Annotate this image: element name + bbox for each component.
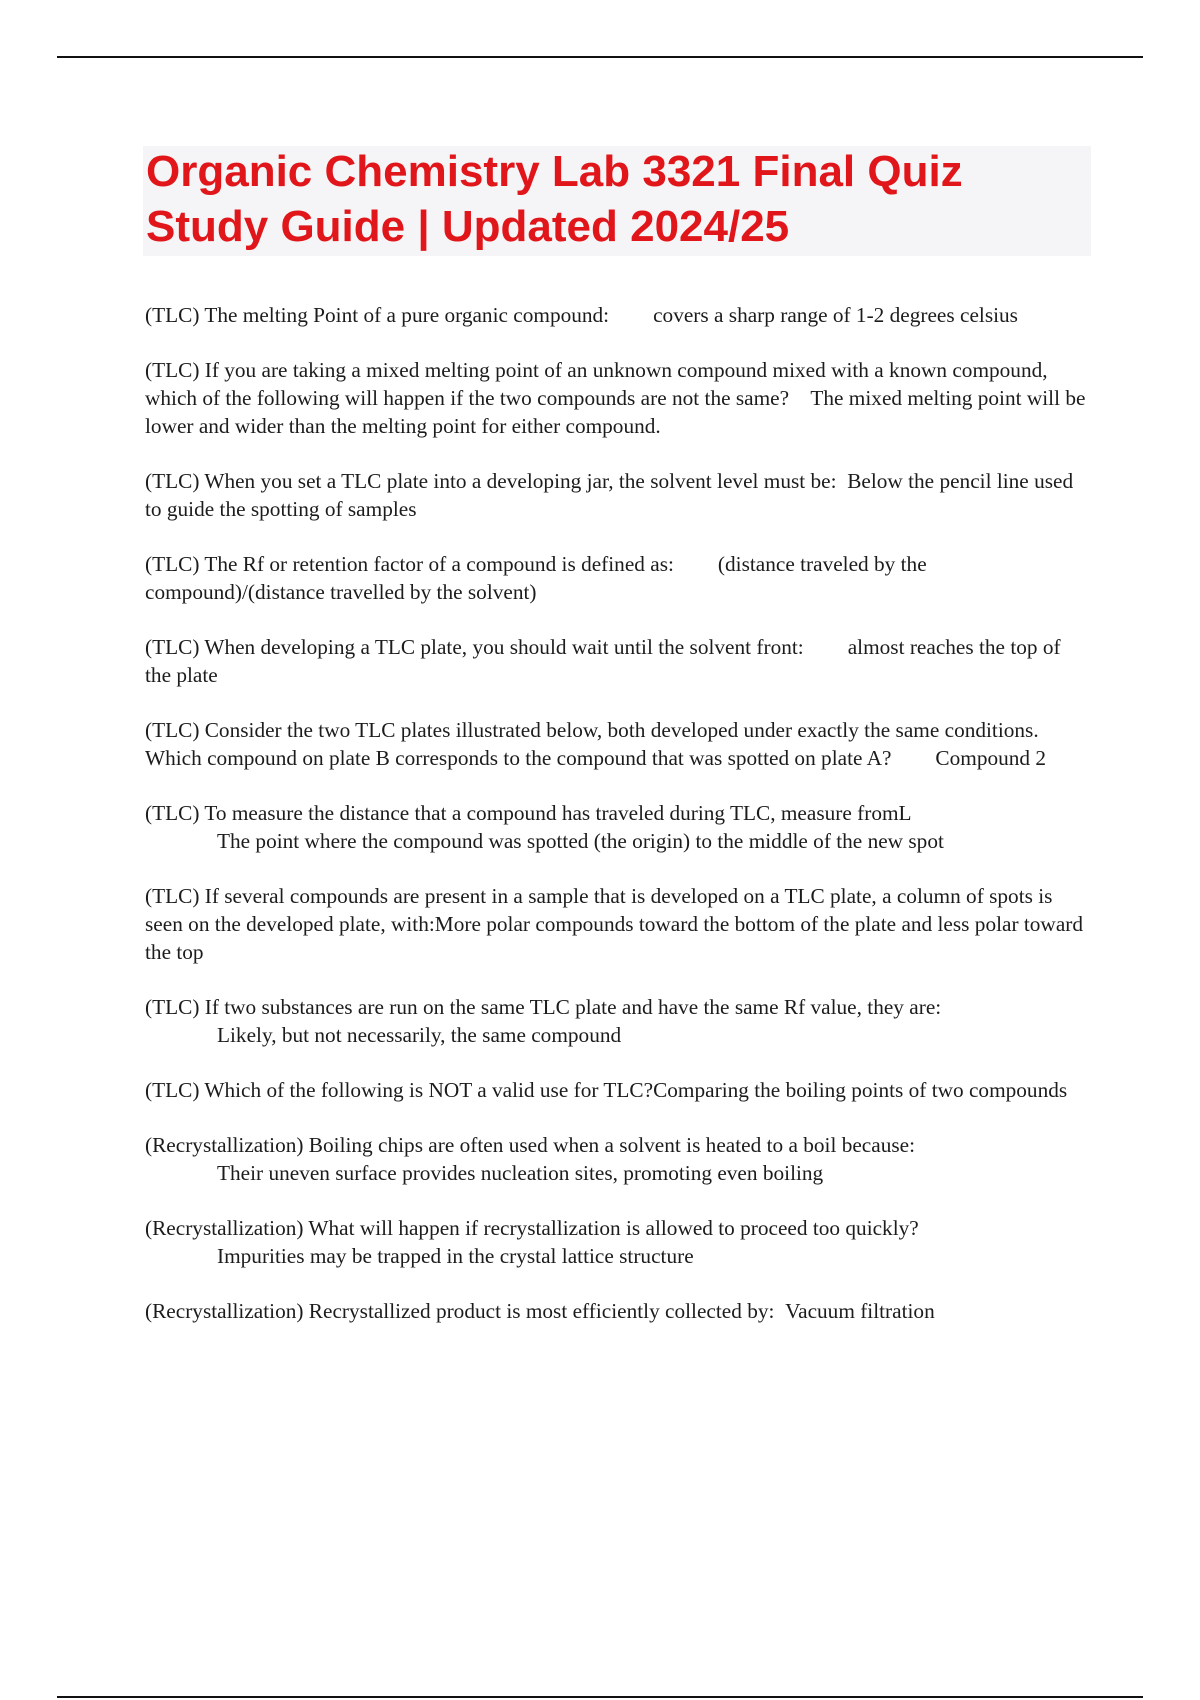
answer-text: Comparing the boiling points of two compounds <box>653 1078 1068 1102</box>
qa-item <box>145 467 1090 523</box>
qa-list <box>145 301 1090 1352</box>
question-text: (TLC) If you are taking a mixed melting point of an unknown compound mixed with a known compound, which of the following will happen if the two compounds are not the same? <box>145 358 1048 410</box>
question-text: (TLC) To measure the distance that a compound has traveled during TLC, measure fromL <box>145 801 912 825</box>
question-text: (Recrystallization) What will happen if recrystallization is allowed to proceed too quickly? <box>145 1216 919 1240</box>
question-text: (TLC) Consider the two TLC plates illustrated below, both developed under exactly the same conditions. Which compound on plate B corresponds to the compound that was spotted on plate A? <box>145 718 1039 770</box>
qa-item <box>145 301 1090 329</box>
qa-item <box>145 1214 1090 1270</box>
answer-text: almost reaches the top of the plate <box>145 635 1061 687</box>
document-title-line-1: Organic Chemistry Lab 3321 Final Quiz <box>146 147 963 196</box>
qa-item <box>145 1297 1090 1325</box>
answer-text: Impurities may be trapped in the crystal lattice structure <box>217 1244 694 1268</box>
question-text: (TLC) Which of the following is NOT a valid use for TLC? <box>145 1078 654 1102</box>
qa-item <box>145 1076 1090 1104</box>
answer-text: (distance traveled by the compound)/(distance travelled by the solvent) <box>145 552 927 604</box>
answer-text: Their uneven surface provides nucleation sites, promoting even boiling <box>217 1161 824 1185</box>
qa-item <box>145 633 1090 689</box>
qa-item <box>145 799 1090 855</box>
qa-item <box>145 1131 1090 1187</box>
answer-text: The mixed melting point will be lower and wider than the melting point for either compound. <box>145 386 1086 438</box>
answer-text: Below the pencil line used to guide the spotting of samples <box>145 469 1074 521</box>
answer-text: Vacuum filtration <box>785 1299 935 1323</box>
document-title <box>146 144 1086 254</box>
document-title-line-2: Study Guide | Updated 2024/25 <box>146 202 790 251</box>
qa-item <box>145 882 1090 966</box>
qa-item <box>145 550 1090 606</box>
question-text: (TLC) When you set a TLC plate into a developing jar, the solvent level must be: <box>145 469 837 493</box>
answer-text: The point where the compound was spotted (the origin) to the middle of the new spot <box>217 829 944 853</box>
question-text: (TLC) If two substances are run on the same TLC plate and have the same Rf value, they are: <box>145 995 942 1019</box>
question-text: (TLC) The Rf or retention factor of a compound is defined as: <box>145 552 674 576</box>
question-text: (TLC) The melting Point of a pure organic compound: <box>145 303 610 327</box>
qa-item <box>145 716 1090 772</box>
question-text: (Recrystallization) Boiling chips are often used when a solvent is heated to a boil because: <box>145 1133 916 1157</box>
top-rule <box>57 56 1143 58</box>
answer-text: More polar compounds toward the bottom of the plate and less polar toward the top <box>145 912 1084 964</box>
question-text: (Recrystallization) Recrystallized product is most efficiently collected by: <box>145 1299 775 1323</box>
answer-text: Compound 2 <box>935 746 1047 770</box>
question-text: (TLC) When developing a TLC plate, you should wait until the solvent front: <box>145 635 804 659</box>
qa-item <box>145 356 1090 440</box>
qa-item <box>145 993 1090 1049</box>
answer-text: covers a sharp range of 1-2 degrees celsius <box>653 303 1018 327</box>
question-text: (TLC) If several compounds are present in a sample that is developed on a TLC plate, a column of spots is seen on the developed plate, with: <box>145 884 1053 936</box>
bottom-rule <box>57 1696 1143 1698</box>
answer-text: Likely, but not necessarily, the same compound <box>217 1023 622 1047</box>
